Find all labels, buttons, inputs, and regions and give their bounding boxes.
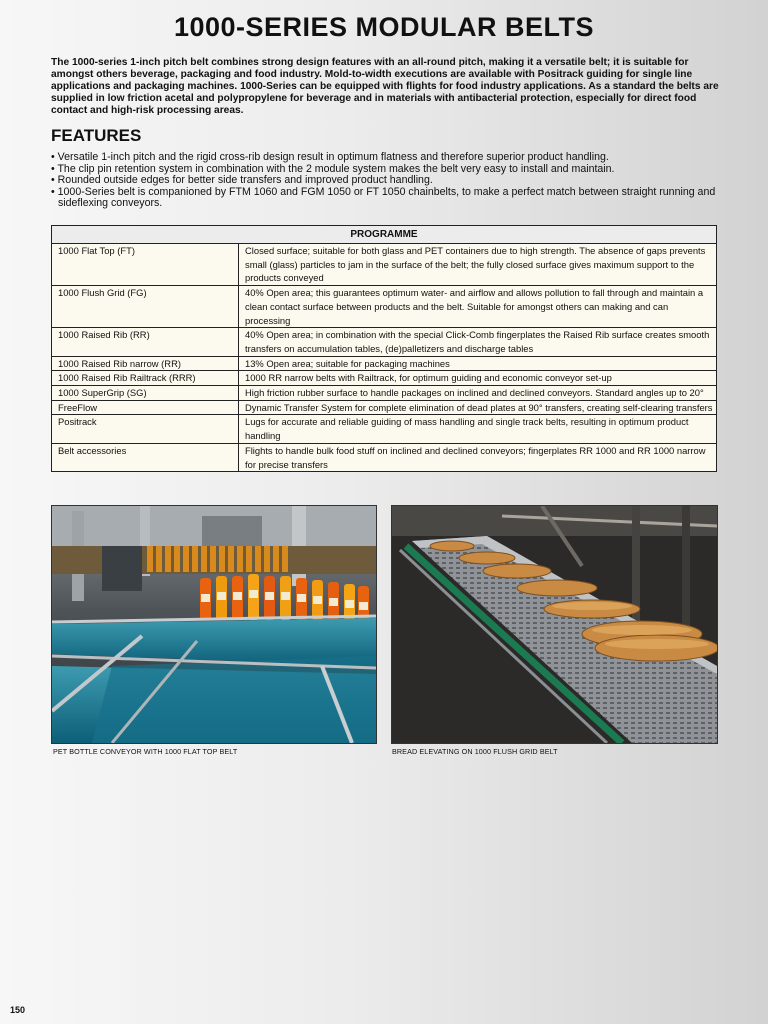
features-list xyxy=(51,152,731,210)
bottle-conveyor-photo xyxy=(51,505,377,744)
left-photo-caption: PET BOTTLE CONVEYOR WITH 1000 FLAT TOP BELT xyxy=(53,747,238,756)
bread-conveyor-photo xyxy=(391,505,718,744)
table-row xyxy=(52,386,717,401)
row-description: Flights to handle bulk food stuff on inclined and declined conveyors; fingerplates RR 1000 and RR 1000 narrow for precise transfers xyxy=(239,443,717,471)
row-name: Belt accessories xyxy=(52,443,239,471)
row-description: Dynamic Transfer System for complete elimination of dead plates at 90° transfers, creating self-clearing transfers xyxy=(239,400,717,415)
row-description: Closed surface; suitable for both glass and PET containers due to high strength. The absence of gaps prevents small (glass) particles to jam in the surface of the belt; the fully closed surface gives maximum support to the products conveyed xyxy=(239,244,717,286)
row-description: High friction rubber surface to handle packages on inclined and declined conveyors. Standard angles up to 20° xyxy=(239,386,717,401)
table-row xyxy=(52,443,717,471)
programme-table xyxy=(51,225,717,472)
table-row xyxy=(52,400,717,415)
row-description: 40% Open area; in combination with the special Click-Comb fingerplates the Raised Rib surface creates smooth transfers on accumulation tables, (de)palletizers and discharge tables xyxy=(239,328,717,356)
feature-item: • The clip pin retention system in combination with the 2 module system makes the belt very easy to install and maintain. xyxy=(51,162,615,175)
row-description: 13% Open area; suitable for packaging machines xyxy=(239,356,717,371)
page-number: 150 xyxy=(10,1005,26,1015)
right-photo-caption: BREAD ELEVATING ON 1000 FLUSH GRID BELT xyxy=(392,747,558,756)
row-description: 40% Open area; this guarantees optimum water- and airflow and allows pollution to fall through and maintain a clean contact surface between products and the belt. Suitable for amongst others can making and can processing xyxy=(239,286,717,328)
intro-paragraph: The 1000-series 1-inch pitch belt combines strong design features with an all-round pitch, making it a versatile belt; it is suitable for amongst others beverage, packaging and food industry. Mold-to-width executions are available with Positrack guiding for single line applications and packaging machines. 1000-Series can be equipped with flights for food industry applications. As a standard the belts are supplied in low friction acetal and polypropylene for beverage and in materials with antibacterial protection, especially for direct food contact and high-risk processing areas. xyxy=(51,57,719,117)
row-description: 1000 RR narrow belts with Railtrack, for optimum guiding and economic conveyor set-up xyxy=(239,371,717,386)
table-row xyxy=(52,371,717,386)
table-row xyxy=(52,356,717,371)
row-name: FreeFlow xyxy=(52,400,239,415)
row-name: 1000 Raised Rib Railtrack (RRR) xyxy=(52,371,239,386)
row-name: 1000 Raised Rib narrow (RR) xyxy=(52,356,239,371)
feature-item: • Versatile 1-inch pitch and the rigid cross-rib design result in optimum flatness and therefore superior product handling. xyxy=(51,151,609,163)
programme-header: PROGRAMME xyxy=(52,226,717,244)
feature-item: • Rounded outside edges for better side transfers and improved product handling. xyxy=(51,174,433,187)
row-name: 1000 Flush Grid (FG) xyxy=(52,286,239,328)
table-row xyxy=(52,286,717,328)
row-name: 1000 Flat Top (FT) xyxy=(52,244,239,286)
table-row xyxy=(52,415,717,443)
table-row xyxy=(52,328,717,356)
table-row xyxy=(52,244,717,286)
feature-item: • 1000-Series belt is companioned by FTM 1060 and FGM 1050 or FT 1050 chainbelts, to make a perfect match between straight running and sideflexing conveyors. xyxy=(51,185,716,210)
page-title: 1000-SERIES MODULAR BELTS xyxy=(173,12,595,42)
row-description: Lugs for accurate and reliable guiding of mass handling and single track belts, resulting in optimum product handling xyxy=(239,415,717,443)
features-heading: FEATURES xyxy=(51,126,142,145)
row-name: 1000 Raised Rib (RR) xyxy=(52,328,239,356)
row-name: Positrack xyxy=(52,415,239,443)
row-name: 1000 SuperGrip (SG) xyxy=(52,386,239,401)
